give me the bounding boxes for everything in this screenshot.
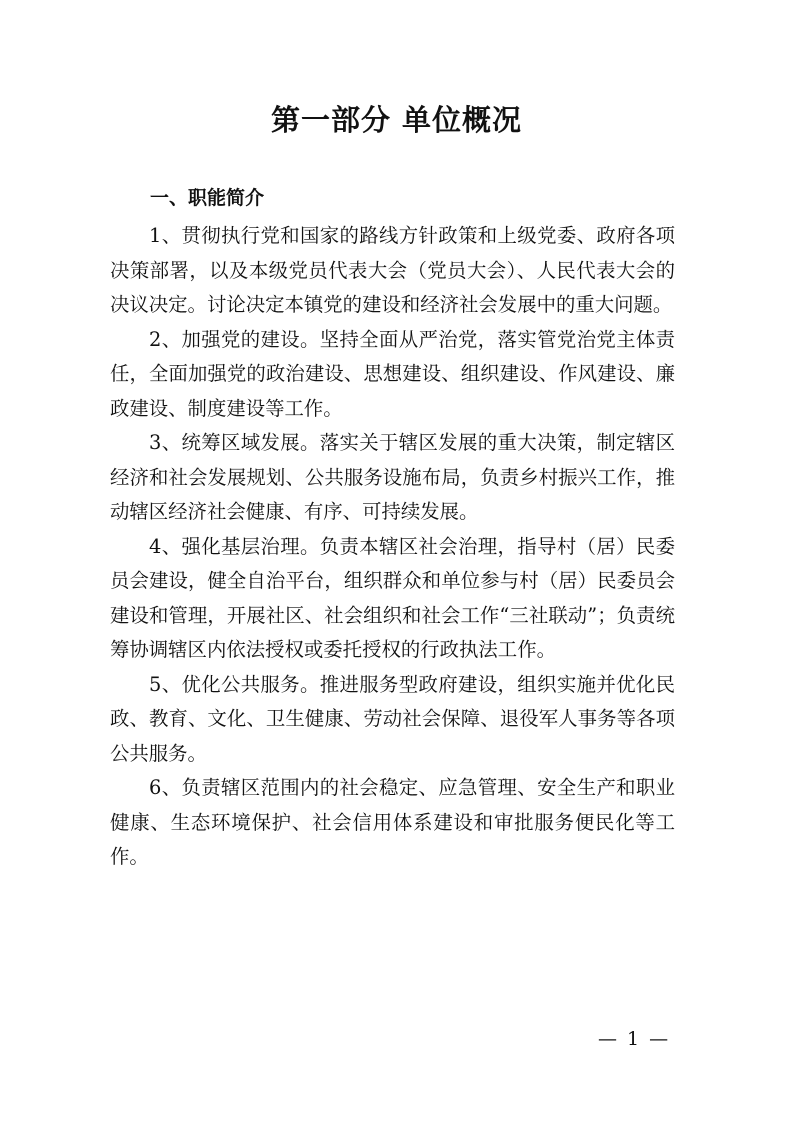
paragraph-4: 4、强化基层治理。负责本辖区社会治理，指导村（居）民委员会建设，健全自治平台，组织群众和单位参与村（居）民委员会建设和管理，开展社区、社会组织和社会工作“三社联动”；负责统筹协调辖区内依法授权或委托授权的行政执法工作。	[110, 534, 675, 661]
paragraph-6: 6、负责辖区范围内的社会稳定、应急管理、安全生产和职业健康、生态环境保护、社会信用体系建设和审批服务便民化等工作。	[110, 776, 675, 868]
page-title: 第一部分 单位概况	[270, 103, 523, 137]
body-text	[110, 219, 675, 875]
paragraph-1: 1、贯彻执行党和国家的路线方针政策和上级党委、政府各项决策部署，以及本级党员代表大会（党员大会）、人民代表大会的决议决定。讨论决定本镇党的建设和经济社会发展中的重大问题。	[110, 224, 675, 316]
page-number: — 1 —	[598, 1028, 671, 1050]
paragraph-2: 2、加强党的建设。坚持全面从严治党，落实管党治党主体责任，全面加强党的政治建设、思想建设、组织建设、作风建设、廉政建设、制度建设等工作。	[110, 327, 675, 420]
paragraph-3: 3、统筹区域发展。落实关于辖区发展的重大决策，制定辖区经济和社会发展规划、公共服务设施布局，负责乡村振兴工作，推动辖区经济社会健康、有序、可持续发展。	[110, 431, 675, 523]
section-heading: 一、职能简介	[150, 187, 265, 209]
paragraph-5: 5、优化公共服务。推进服务型政府建设，组织实施并优化民政、教育、文化、卫生健康、劳动社会保障、退役军人事务等各项公共服务。	[110, 672, 675, 765]
